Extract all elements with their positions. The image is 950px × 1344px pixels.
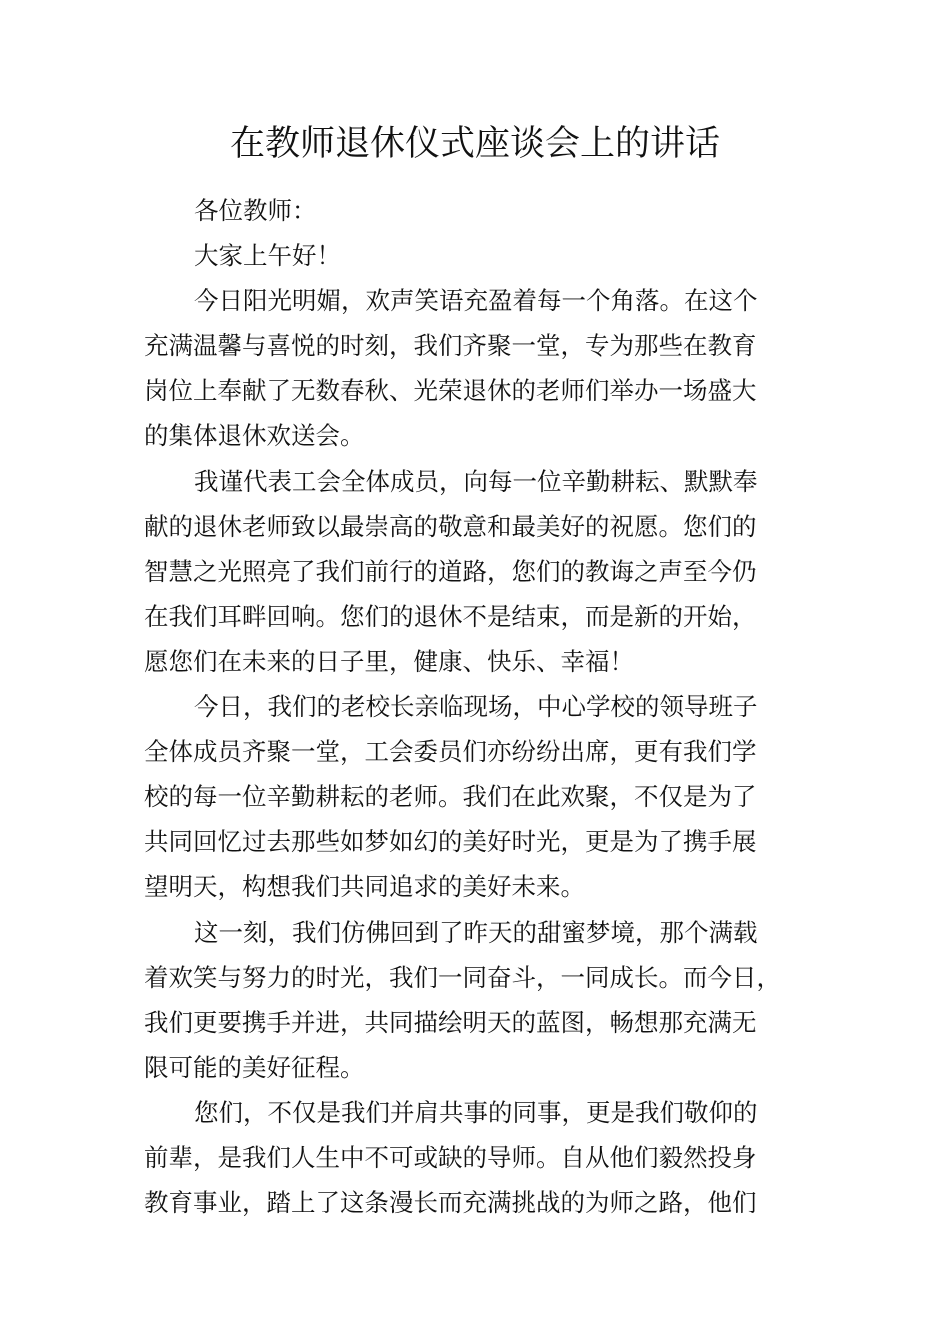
text-line: 智慧之光照亮了我们前行的道路，您们的教诲之声至今仍: [144, 556, 757, 586]
text-line: 充满温馨与喜悦的时刻，我们齐聚一堂，专为那些在教育: [144, 331, 757, 361]
text-line: 在我们耳畔回响。您们的退休不是结束，而是新的开始，: [144, 601, 757, 631]
text-line: 校的每一位辛勤耕耘的老师。我们在此欢聚，不仅是为了: [144, 782, 757, 812]
text-line: 这一刻，我们仿佛回到了昨天的甜蜜梦境，那个满载: [194, 917, 758, 947]
text-line: 我们更要携手并进，共同描绘明天的蓝图，畅想那充满无: [144, 1007, 757, 1037]
text-line: 您们，不仅是我们并肩共事的同事，更是我们敬仰的: [194, 1097, 758, 1127]
text-line: 愿您们在未来的日子里，健康、快乐、幸福！: [144, 646, 634, 676]
text-line: 岗位上奉献了无数春秋、光荣退休的老师们举办一场盛大: [144, 376, 757, 406]
text-line: 前辈，是我们人生中不可或缺的导师。自从他们毅然投身: [144, 1142, 757, 1172]
paragraph-salutation: [144, 188, 824, 233]
paragraph: [144, 278, 824, 458]
text-line: 献的退休老师致以最崇高的敬意和最美好的祝愿。您们的: [144, 511, 757, 541]
text-line: 着欢笑与努力的时光，我们一同奋斗，一同成长。而今日，: [144, 962, 781, 992]
paragraph: [144, 1090, 824, 1225]
text-line: 各位教师：: [194, 196, 317, 225]
paragraph: [144, 684, 824, 909]
text-line: 望明天，构想我们共同追求的美好未来。: [144, 872, 585, 902]
document-body: [144, 188, 824, 1225]
text-line: 全体成员齐聚一堂，工会委员们亦纷纷出席，更有我们学: [144, 737, 757, 767]
text-line: 大家上午好！: [194, 241, 341, 271]
text-line: 共同回忆过去那些如梦如幻的美好时光，更是为了携手展: [144, 827, 757, 857]
text-line: 的集体退休欢送会。: [144, 421, 365, 451]
paragraph: [144, 459, 824, 684]
paragraph-greeting: [144, 233, 824, 278]
text-line: 今日阳光明媚，欢声笑语充盈着每一个角落。在这个: [194, 286, 758, 316]
document-title: 在教师退休仪式座谈会上的讲话: [229, 124, 720, 164]
text-line: 限可能的美好征程。: [144, 1052, 365, 1082]
text-line: 我谨代表工会全体成员，向每一位辛勤耕耘、默默奉: [194, 466, 758, 496]
text-line: 今日，我们的老校长亲临现场，中心学校的领导班子: [194, 692, 758, 722]
text-line: 教育事业，踏上了这条漫长而充满挑战的为师之路，他们: [144, 1188, 757, 1218]
paragraph: [144, 910, 824, 1090]
